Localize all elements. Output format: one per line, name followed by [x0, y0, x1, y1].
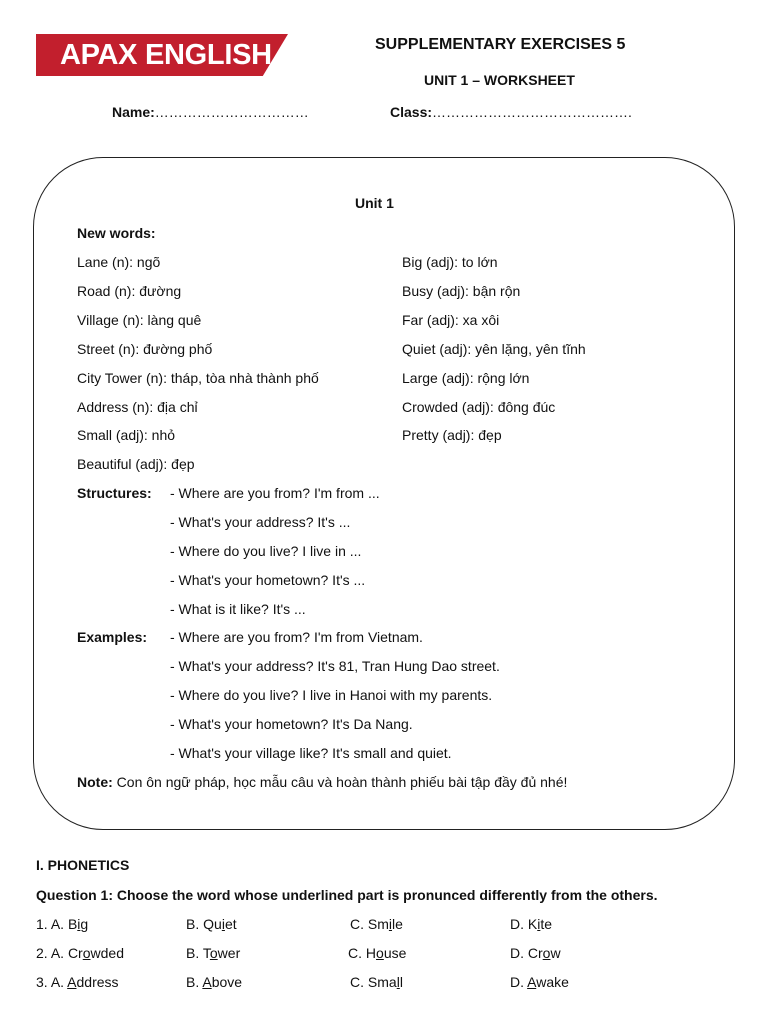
- option-letter: C.: [350, 974, 364, 990]
- option-letter: A.: [50, 916, 65, 932]
- word-left: Village (n): làng quê: [77, 312, 202, 328]
- question-1: Question 1: Choose the word whose underlined part is pronunced differently from the others.: [36, 887, 658, 903]
- structure-item: - Where do you live? I live in ...: [170, 543, 362, 559]
- word-left: Lane (n): ngõ: [77, 254, 161, 270]
- item-number: 3.: [36, 974, 48, 990]
- example-item: - What's your hometown? It's Da Nang.: [170, 716, 413, 732]
- word-right: Far (adj): xa xôi: [402, 312, 500, 328]
- underlined-part: A: [202, 974, 212, 990]
- word-left: Address (n): địa chỉ: [77, 399, 198, 415]
- example-item: - What's your village like? It's small and quiet.: [170, 745, 452, 761]
- examples-label: Examples:: [77, 629, 148, 645]
- word-left: Road (n): đường: [77, 283, 182, 299]
- option-b: B. Above: [186, 974, 243, 990]
- box-heading: Unit 1: [355, 195, 394, 211]
- word-right: Big (adj): to lớn: [402, 254, 498, 270]
- name-label: Name:: [112, 104, 155, 120]
- underlined-part: l: [396, 974, 400, 990]
- option-b: B. Quiet: [186, 916, 237, 932]
- underlined-part: i: [537, 916, 541, 932]
- structure-item: - Where are you from? I'm from ...: [170, 485, 380, 501]
- option-letter: B.: [186, 945, 200, 961]
- option-letter: A.: [50, 974, 65, 990]
- structure-item: - What's your hometown? It's ...: [170, 572, 366, 588]
- word-left: Small (adj): nhỏ: [77, 427, 176, 443]
- class-dots: …………………………………….: [432, 104, 632, 120]
- word-left: City Tower (n): tháp, tòa nhà thành phố: [77, 370, 319, 386]
- option-letter: D.: [510, 916, 524, 932]
- option-letter: D.: [510, 945, 524, 961]
- section-title-phonetics: I. PHONETICS: [36, 857, 130, 873]
- name-dots: ……………………………: [154, 104, 309, 120]
- word-left: Beautiful (adj): đẹp: [77, 456, 195, 472]
- underlined-part: A: [527, 974, 537, 990]
- underlined-part: i: [77, 916, 81, 932]
- underlined-part: i: [388, 916, 393, 932]
- q1-row-1: [36, 914, 88, 934]
- example-item: - Where are you from? I'm from Vietnam.: [170, 629, 423, 645]
- underlined-part: o: [542, 945, 551, 961]
- underlined-part: i: [221, 916, 225, 932]
- structures-label: Structures:: [77, 485, 152, 501]
- page-subtitle: UNIT 1 – WORKSHEET: [424, 72, 575, 88]
- word-right: Large (adj): rộng lớn: [402, 370, 530, 386]
- new-words-label: New words:: [77, 225, 156, 241]
- underlined-part: o: [209, 945, 218, 961]
- underlined-part: o: [82, 945, 91, 961]
- structure-item: - What is it like? It's ...: [170, 601, 306, 617]
- option-letter: A.: [50, 945, 65, 961]
- class-field: [390, 104, 632, 120]
- option-letter: C.: [350, 916, 364, 932]
- option-d: D. Crow: [510, 945, 561, 961]
- q1-row-3: 3. A. Address: [36, 974, 119, 990]
- item-number: 1.: [36, 916, 48, 932]
- class-label: Class:: [390, 104, 433, 120]
- item-number: 2.: [36, 945, 48, 961]
- option-letter: D.: [510, 974, 524, 990]
- apax-logo-text: APAX ENGLISH: [60, 39, 272, 71]
- word-left: Street (n): đường phố: [77, 341, 213, 357]
- option-letter: B.: [186, 974, 200, 990]
- example-item: - Where do you live? I live in Hanoi with my parents.: [170, 687, 493, 703]
- option-d: D. Awake: [510, 974, 569, 990]
- option-c: C. House: [348, 945, 407, 961]
- option-c: C. Smile: [350, 916, 403, 932]
- note: [77, 772, 567, 792]
- underlined-part: o: [376, 945, 384, 961]
- option-d: D. Kite: [510, 916, 553, 932]
- option-c: C. Small: [350, 974, 403, 990]
- option-letter: B.: [186, 916, 200, 932]
- option-b: B. Tower: [186, 945, 241, 961]
- structure-item: - What's your address? It's ...: [170, 514, 351, 530]
- example-item: - What's your address? It's 81, Tran Hung Dao street.: [170, 658, 500, 674]
- word-right: Busy (adj): bận rộn: [402, 283, 521, 299]
- underlined-part: A: [67, 974, 77, 990]
- word-right: Pretty (adj): đẹp: [402, 427, 502, 443]
- q1-row-2: 2. A. Crowded: [36, 945, 124, 961]
- name-field: [112, 104, 309, 120]
- option-letter: C.: [348, 945, 362, 961]
- word-right: Crowded (adj): đông đúc: [402, 399, 556, 415]
- option-word: Big: [67, 916, 89, 932]
- word-right: Quiet (adj): yên lặng, yên tĩnh: [402, 341, 586, 357]
- page-title: SUPPLEMENTARY EXERCISES 5: [375, 36, 626, 53]
- note-label: Note:: [77, 774, 113, 790]
- note-text: Con ôn ngữ pháp, học mẫu câu và hoàn thành phiếu bài tập đầy đủ nhé!: [112, 774, 568, 790]
